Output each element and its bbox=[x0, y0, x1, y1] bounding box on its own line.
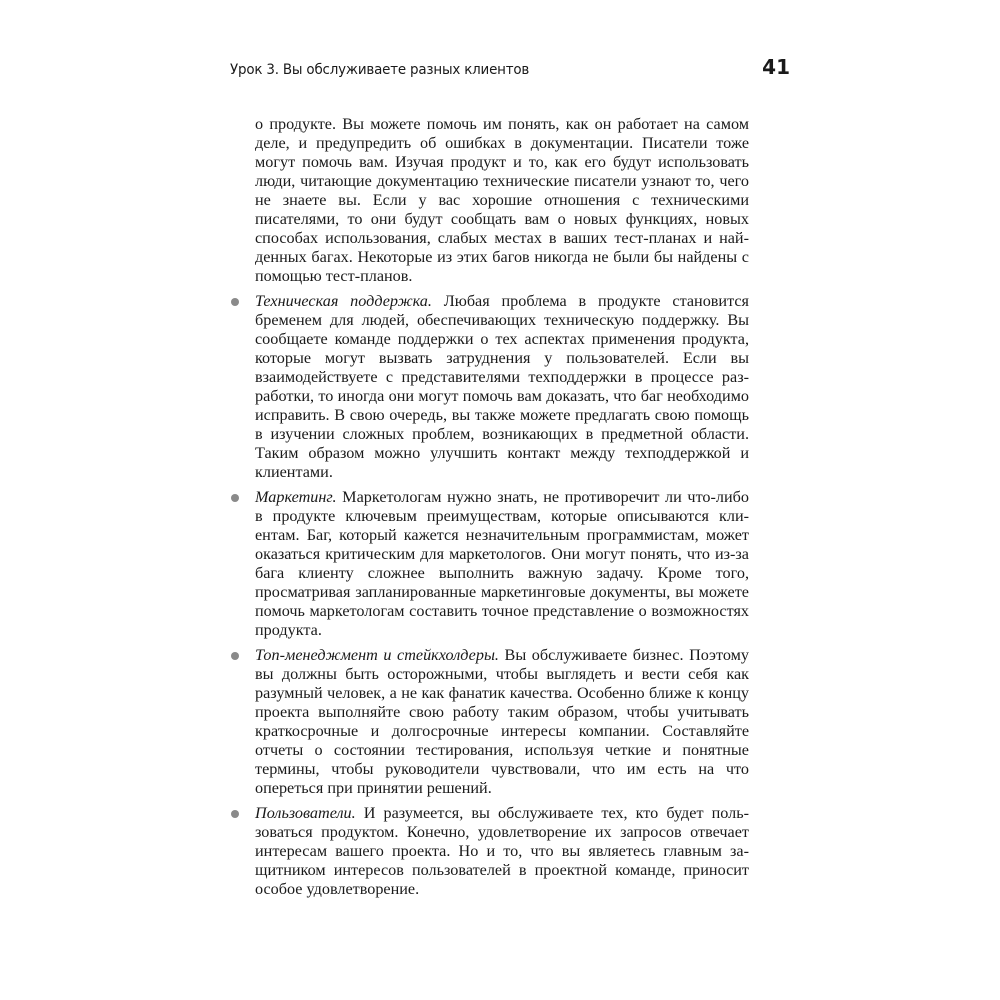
chapter-title: Урок 3. Вы обслуживаете разных клиентов bbox=[230, 62, 530, 78]
bullet-dot-icon bbox=[231, 652, 239, 660]
bullet-term: Маркетинг. bbox=[255, 488, 337, 506]
bullet-text: Любая проблема в продукте становится бременем для людей, обеспечивающих техническую поддержку. Вы сообщаете команде поддержки о тех аспектах применения продукта, которые могут вызвать затруднения у пользователей. Если вы взаимодействуете с представителями техподдержки в процессе разработки, то иногда они могут помочь вам доказать, что баг необходимо исправить. В свою очередь, вы также можете предлагать свою помощь в изучении сложных проблем, возникающих в предметной области. Таким образом можно улучшить контакт между техподдержкой и клиентами. bbox=[255, 292, 749, 481]
bullet-item-users bbox=[255, 804, 749, 899]
page-number: 41 bbox=[762, 55, 790, 79]
bullet-item-tech-support bbox=[255, 292, 749, 482]
page-body bbox=[255, 115, 749, 899]
bullet-term: Техническая поддержка. bbox=[255, 292, 432, 310]
bullet-item-management bbox=[255, 646, 749, 798]
bullet-text: И разумеется, вы обслуживаете тех, кто будет пользоваться продуктом. Конечно, удовлетворение их запросов отвечает интересам вашего проекта. Но и то, что вы являетесь главным защитником интересов пользователей в проектной команде, приносит особое удовлетворение. bbox=[255, 804, 749, 898]
bullet-text: Вы обслуживаете бизнес. Поэтому вы должны быть осторожными, чтобы выглядеть и вести себя как разумный человек, а не как фанатик качества. Особенно ближе к концу проекта выполняйте свою работу таким образом, чтобы учитывать краткосрочные и долгосрочные интересы компании. Составляйте отчеты о состоянии тестирования, используя четкие и понятные термины, чтобы руководители чувствовали, что им есть на что опереться при принятии решений. bbox=[255, 646, 749, 797]
bullet-dot-icon bbox=[231, 494, 239, 502]
bullet-list bbox=[255, 292, 749, 899]
bullet-term: Пользователи. bbox=[255, 804, 356, 822]
bullet-dot-icon bbox=[231, 810, 239, 818]
bullet-text: Маркетологам нужно знать, не противоречит ли что-либо в продукте ключевым преимуществам, которые описываются клиентам. Баг, который кажется незначительным программистам, может оказаться критическим для маркетологов. Они могут понять, что из-за бага клиенту сложнее выполнить важную задачу. Кроме того, просматривая запланированные маркетинговые документы, вы можете помочь маркетологам составить точное представление о возможностях продукта. bbox=[255, 488, 749, 639]
bullet-item-marketing bbox=[255, 488, 749, 640]
intro-paragraph: о продукте. Вы можете помочь им понять, как он работает на самом деле, и предупредить об ошибках в документации. Писатели тоже могут помочь вам. Изучая продукт и то, как его будут использовать люди, читающие документацию технические писатели узнают то, чего не знаете вы. Если у вас хорошие отношения с техническими писателями, то они будут сообщать вам о новых функциях, новых способах использования, слабых местах в ваших тест-планах и найденных багах. Некоторые из этих багов никогда не были бы найдены с помощью тест-планов. bbox=[255, 115, 749, 285]
running-header bbox=[230, 55, 790, 85]
bullet-term: Топ-менеджмент и стейкхолдеры. bbox=[255, 646, 499, 664]
bullet-dot-icon bbox=[231, 298, 239, 306]
